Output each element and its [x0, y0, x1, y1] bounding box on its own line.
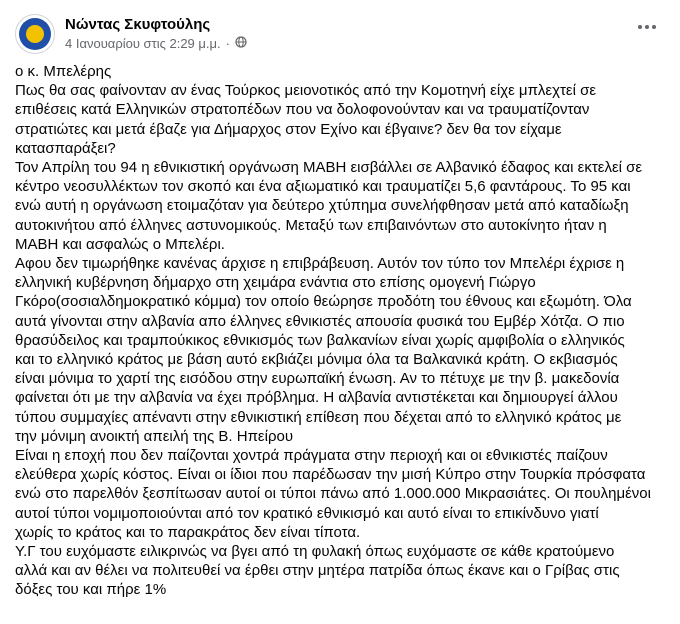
post-date[interactable]: 4 Ιανουαρίου στις 2:29 μ.μ.: [65, 36, 221, 51]
avatar-logo-icon: [19, 18, 51, 50]
post-line: ενώ αυτή η οργάνωση ετοιμαζόταν για δεύτερο χτύπημα συνελήφθησαν μετά από καταδίωξη: [15, 197, 629, 215]
avatar-logo-center: [26, 25, 44, 43]
post-line: Είναι η εποχή που δεν παίζονται χοντρά πράγματα στην περιοχή και οι εθνικιστές παίζουν: [15, 447, 608, 465]
post-line: αυτοκινήτου από έλληνες αστυνομικούς. Μεταξύ των επιβαινόντων στο αυτοκίνητο ήταν η: [15, 216, 607, 234]
post-line: Τον Απρίλη του 94 η εθνικιστική οργάνωση ΜΑΒΗ εισβάλλει σε Αλβανικό έδαφος και εκτελεί σε: [15, 159, 643, 177]
post-line: τύπου συμμαχίες απέναντι στην εθνικιστική επίθεση που δέχεται από το ελληνικό κράτος με: [15, 408, 622, 426]
post-line: επιθέσεις κατά Ελληνικών στρατοπέδων που να δολοφονούνταν και να τραυματίζονταν: [15, 101, 590, 119]
post-line: κέντρο νεοσυλλέκτων τον σκοπό και ένα αξιωματικό και τραυματίζει 5,6 φαντάρους. Το 95 και: [15, 178, 631, 196]
more-dot: [645, 25, 649, 29]
post-line: φαίνεται ότι με την αλβανία να έχει πρόβλημα. Η αλβανία αντιστέκεται και δημιουργεί άλλου: [15, 389, 618, 407]
post-meta: [65, 15, 247, 53]
post-line: Αφου δεν τιμωρήθηκε κανένας άρχισε η επιβράβευση. Αυτόν τον τύπο τον Μπελέρι έχρισε η: [15, 255, 625, 273]
post-line: κατασπαράξει?: [15, 139, 116, 157]
post-line: δόξες του και πήρε 1%: [15, 581, 167, 599]
globe-icon: [235, 35, 247, 53]
post-line: Πως θα σας φαίνονταν αν ένας Τούρκος μειονοτικός από την Κομοτηνή είχε μπλεχτεί σε: [15, 82, 597, 100]
post-line: χωρίς το κράτος και το παρακράτος δεν είναι τίποτα.: [15, 523, 361, 541]
post-body: [15, 62, 667, 600]
post-line: την μόνιμη ανοικτή απειλή της Β. Ηπείρου: [15, 427, 294, 445]
author-name[interactable]: Νώντας Σκυφτούλης: [65, 16, 211, 33]
post-line: ελεύθερα χωρίς κόστος. Είναι οι ίδιοι που παρέδωσαν την μισή Κύπρο στην Τουρκία πρόσφατα: [15, 466, 646, 484]
post-line: Υ.Γ του ευχόμαστε ειλικρινώς να βγει από τη φυλακή όπως ευχόμαστε σε κάθε κρατούμενο: [15, 543, 615, 561]
more-dot: [652, 25, 656, 29]
post-line: ΜΑΒΗ και ασφαλώς ο Μπελέρι.: [15, 235, 225, 253]
post-subline: [65, 35, 247, 53]
post-line: ο κ. Μπελέρης: [15, 63, 112, 80]
post-line: στρατιώτες και μετά έβαζε για Δήμαρχος στον Εχίνο και έβγαινε? δεν θα τον είχαμε: [15, 120, 562, 138]
separator-dot: ·: [225, 36, 230, 51]
post-line: θρασύδειλος και τραμπούκικος εθνικισμός των βαλκανίων είναι χωρίς αμφιβολία ο ελληνικός: [15, 331, 625, 349]
post-line: ενώ στο παρελθόν ξεσπίτωσαν αυτοί οι τύποι πάνω από 1.000.000 Μικρασιάτες. Οι πουλημένοι: [15, 485, 651, 503]
more-dot: [638, 25, 642, 29]
post-line: αυτοί τύποι νομιμοποιούνται από τον κρατικό εθνικισμό και αυτό είναι το επικίνδυνο γιατί: [15, 504, 599, 522]
more-options-icon[interactable]: [632, 16, 662, 38]
post-line: αλλά και αν θέλει να πολιτευθεί να έρθει στην μητέρα πατρίδα όπως έκανε και ο Γρίβας στις: [15, 562, 620, 580]
post-line: ελληνική κυβέρνηση δήμαρχο στη χειμάρα ενάντια στο επίσης ομογενή Γιώργο: [15, 274, 536, 292]
post-line: αυτά γίνονται στην αλβανία απο έλληνες εθνικιστές απουσία φυσικά του Εμβέρ Χότζα. Ο πιο: [15, 312, 625, 330]
post-line: Γκόρο(σοσιαλδημοκρατικό κόμμα) τον οποίο θεώρησε προδότη του έθνους και εξωμότη. Όλα: [15, 293, 632, 311]
post-header: [15, 10, 247, 58]
post-line: και το ελληνικό κράτος με βάση αυτό εκβιάζει μόνιμα όλα τα Βαλκανικά κράτη. Ο εκβιασμός: [15, 351, 618, 369]
avatar[interactable]: [15, 14, 55, 54]
post-line: είναι μόνιμα το χαρτί της εισόδου στην ευρωπαϊκή ένωση. Αν το πέτυχε με την β. μακεδονία: [15, 370, 620, 388]
